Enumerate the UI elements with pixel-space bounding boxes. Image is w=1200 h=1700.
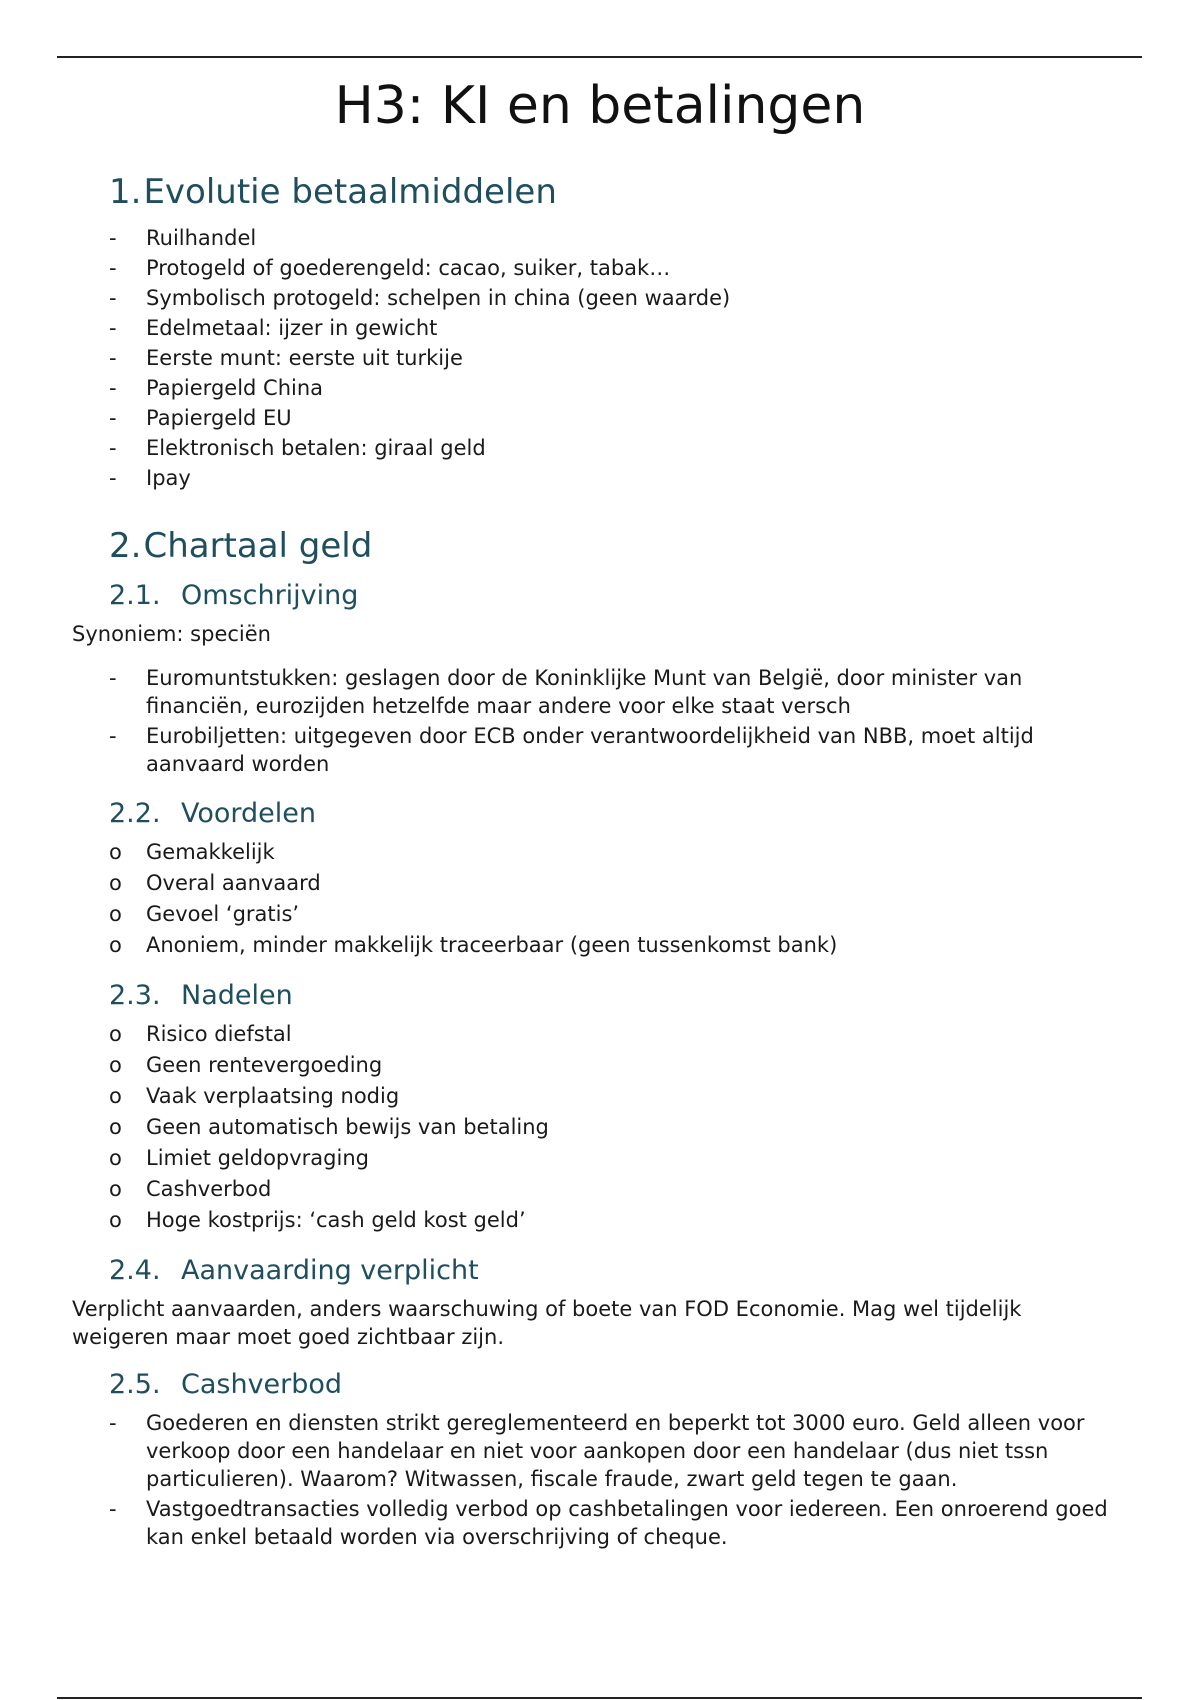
- spacer: [72, 962, 1112, 978]
- circle-bullet: o: [109, 840, 122, 864]
- dash-bullet: -: [109, 406, 117, 430]
- list-item: - Edelmetaal: ijzer in gewicht: [109, 316, 438, 340]
- list-item: o Gevoel ‘gratis’: [109, 902, 300, 926]
- section-title: Evolutie betaalmiddelen: [143, 172, 557, 212]
- circle-bullet: o: [109, 1022, 122, 1046]
- list-item: - Papiergeld China: [109, 376, 324, 400]
- subsection-number: 2.5.: [109, 1369, 161, 1400]
- dash-bullet: -: [109, 1411, 117, 1435]
- dash-bullet: -: [109, 1497, 117, 1521]
- circle-bullet: o: [109, 871, 122, 895]
- spacer: [72, 648, 1112, 664]
- list-item: - Protogeld of goederengeld: cacao, suiker, tabak…: [109, 256, 671, 280]
- list-item: o Cashverbod: [109, 1177, 272, 1201]
- spacer: [72, 494, 1112, 524]
- subsection-heading-voordelen: [109, 796, 1112, 832]
- document-content: [72, 170, 1112, 1553]
- list-item: - Ruilhandel: [109, 226, 257, 250]
- omschrijving-list: [72, 664, 1112, 778]
- subsection-title: Nadelen: [181, 980, 293, 1011]
- list-item: o Geen rentevergoeding: [109, 1053, 383, 1077]
- list-item: o Overal aanvaard: [109, 871, 321, 895]
- list-item: - Euromuntstukken: geslagen door de Koninklijke Munt van België, door minister van financiën, eurozijden hetzelfde maar andere voor elke staat versch: [109, 666, 1023, 718]
- list-item: o Vaak verplaatsing nodig: [109, 1084, 400, 1108]
- subsection-title: Aanvaarding verplicht: [181, 1255, 479, 1286]
- list-item: o Hoge kostprijs: ‘cash geld kost geld’: [109, 1208, 526, 1232]
- subsection-number: 2.4.: [109, 1255, 161, 1286]
- circle-bullet: o: [109, 1208, 122, 1232]
- dash-bullet: -: [109, 256, 117, 280]
- circle-bullet: o: [109, 1053, 122, 1077]
- list-item: o Anoniem, minder makkelijk traceerbaar (geen tussenkomst bank): [109, 933, 838, 957]
- list-item: - Goederen en diensten strikt gereglementeerd en beperkt tot 3000 euro. Geld alleen voor verkoop door een handelaar en niet voor aankopen door een handelaar (dus niet tssn particulieren). Waarom? Witwassen, fiscale fraude, zwart geld tegen te gaan.: [109, 1411, 1085, 1491]
- dash-bullet: -: [109, 436, 117, 460]
- list-item: - Ipay: [109, 466, 191, 490]
- subsection-heading-nadelen: [109, 978, 1112, 1014]
- list-item: - Vastgoedtransacties volledig verbod op cashbetalingen voor iedereen. Een onroerend goed kan enkel betaald worden via overschrijving of cheque.: [109, 1497, 1108, 1549]
- dash-bullet: -: [109, 466, 117, 490]
- section-title: Chartaal geld: [143, 526, 373, 566]
- bottom-rule: [57, 1697, 1142, 1699]
- synoniem-text: Synoniem: speciën: [72, 622, 271, 646]
- spacer: [72, 780, 1112, 796]
- section-heading-evolutie: [109, 170, 1112, 214]
- dash-bullet: -: [109, 226, 117, 250]
- subsection-number: 2.3.: [109, 980, 161, 1011]
- subsection-number: 2.2.: [109, 798, 161, 829]
- circle-bullet: o: [109, 933, 122, 957]
- subsection-title: Omschrijving: [181, 580, 359, 611]
- dash-bullet: -: [109, 286, 117, 310]
- list-item: o Limiet geldopvraging: [109, 1146, 369, 1170]
- cashverbod-list: [72, 1409, 1112, 1551]
- circle-bullet: o: [109, 1084, 122, 1108]
- dash-bullet: -: [109, 316, 117, 340]
- circle-bullet: o: [109, 902, 122, 926]
- section-number: 1.: [109, 172, 142, 212]
- subsection-heading-aanvaarding: [109, 1253, 1112, 1289]
- subsection-title: Cashverbod: [181, 1369, 343, 1400]
- dash-bullet: -: [109, 346, 117, 370]
- list-item: o Risico diefstal: [109, 1022, 292, 1046]
- spacer: [72, 1351, 1112, 1367]
- dash-bullet: -: [109, 666, 117, 690]
- list-item: - Eurobiljetten: uitgegeven door ECB onder verantwoordelijkheid van NBB, moet altijd aanvaard worden: [109, 724, 1034, 776]
- subsection-heading-cashverbod: [109, 1367, 1112, 1403]
- evolutie-list: [72, 224, 1112, 492]
- dash-bullet: -: [109, 376, 117, 400]
- subsection-title: Voordelen: [181, 798, 317, 829]
- voordelen-list: [72, 838, 1112, 959]
- list-item: o Geen automatisch bewijs van betaling: [109, 1115, 549, 1139]
- circle-bullet: o: [109, 1115, 122, 1139]
- subsection-number: 2.1.: [109, 580, 161, 611]
- aanvaarding-text: Verplicht aanvaarden, anders waarschuwing of boete van FOD Economie. Mag wel tijdelijk weigeren maar moet goed zichtbaar zijn.: [72, 1297, 1022, 1349]
- spacer: [72, 1237, 1112, 1253]
- list-item: - Symbolisch protogeld: schelpen in china (geen waarde): [109, 286, 731, 310]
- section-heading-chartaal: [109, 524, 1112, 568]
- top-rule: [57, 56, 1142, 58]
- circle-bullet: o: [109, 1177, 122, 1201]
- section-number: 2.: [109, 526, 142, 566]
- circle-bullet: o: [109, 1146, 122, 1170]
- list-item: - Papiergeld EU: [109, 406, 292, 430]
- list-item: o Gemakkelijk: [109, 840, 275, 864]
- dash-bullet: -: [109, 724, 117, 748]
- list-item: - Eerste munt: eerste uit turkije: [109, 346, 463, 370]
- list-item: - Elektronisch betalen: giraal geld: [109, 436, 486, 460]
- document-title: H3: KI en betalingen: [334, 76, 866, 136]
- subsection-heading-omschrijving: [109, 578, 1112, 614]
- nadelen-list: [72, 1020, 1112, 1234]
